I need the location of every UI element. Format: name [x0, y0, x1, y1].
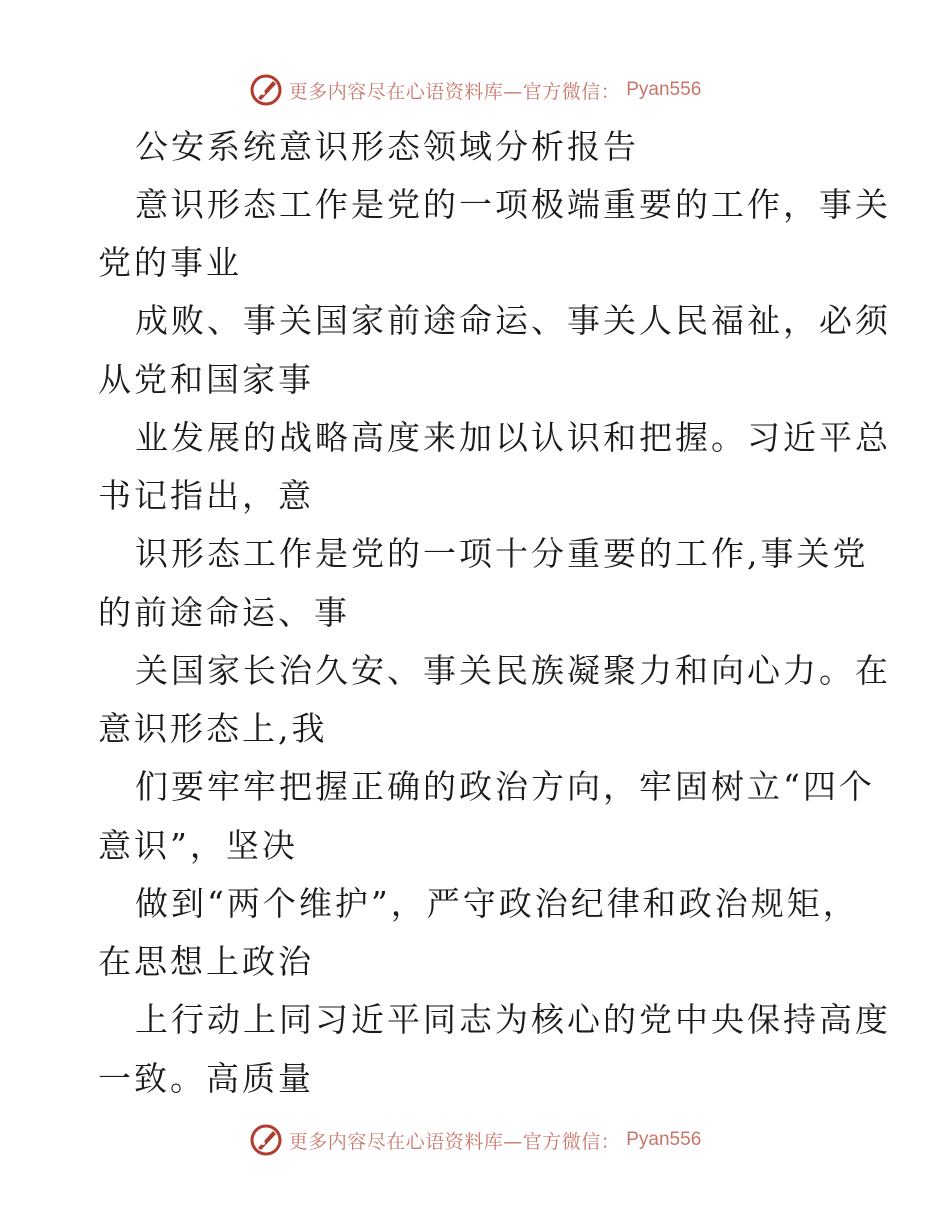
paragraph-line: 意识形态上,我 [98, 709, 328, 748]
paragraph-line: 识形态工作是党的一项十分重要的工作,事关党 [135, 534, 869, 573]
paragraph-line: 在思想上政治 [98, 942, 314, 981]
banner-text: 更多内容尽在心语资料库—官方微信： [288, 80, 621, 103]
paragraph-line: 意识”，坚决 [98, 826, 298, 865]
paragraph-line: 书记指出，意 [98, 476, 314, 515]
paragraph-line: 业发展的战略高度来加以认识和把握。习近平总 [135, 418, 891, 457]
paragraph-line: 意识形态工作是党的一项极端重要的工作，事关 [135, 185, 891, 224]
paragraph-line: 的前途命运、事 [98, 593, 350, 632]
pen-nib-seal-icon [249, 73, 283, 107]
paragraph-line: 一致。高质量 [98, 1059, 314, 1098]
paragraph-line: 做到“两个维护”，严守政治纪律和政治规矩， [135, 884, 859, 923]
header-banner [0, 70, 950, 110]
document-title: 公安系统意识形态领域分析报告 [135, 127, 639, 166]
paragraph-line: 上行动上同习近平同志为核心的党中央保持高度 [135, 1000, 891, 1039]
pen-nib-seal-icon [249, 1123, 283, 1157]
banner-account: Pyan556 [626, 79, 702, 100]
paragraph-line: 们要牢牢把握正确的政治方向，牢固树立“四个 [135, 767, 875, 806]
banner-account: Pyan556 [626, 1129, 702, 1150]
paragraph-line: 关国家长治久安、事关民族凝聚力和向心力。在 [135, 651, 891, 690]
paragraph-line: 党的事业 [98, 243, 242, 282]
banner-text: 更多内容尽在心语资料库—官方微信： [288, 1130, 621, 1153]
footer-banner [0, 1120, 950, 1160]
paragraph-line: 从党和国家事 [98, 360, 314, 399]
paragraph-line: 成败、事关国家前途命运、事关人民福祉，必须 [135, 301, 891, 340]
